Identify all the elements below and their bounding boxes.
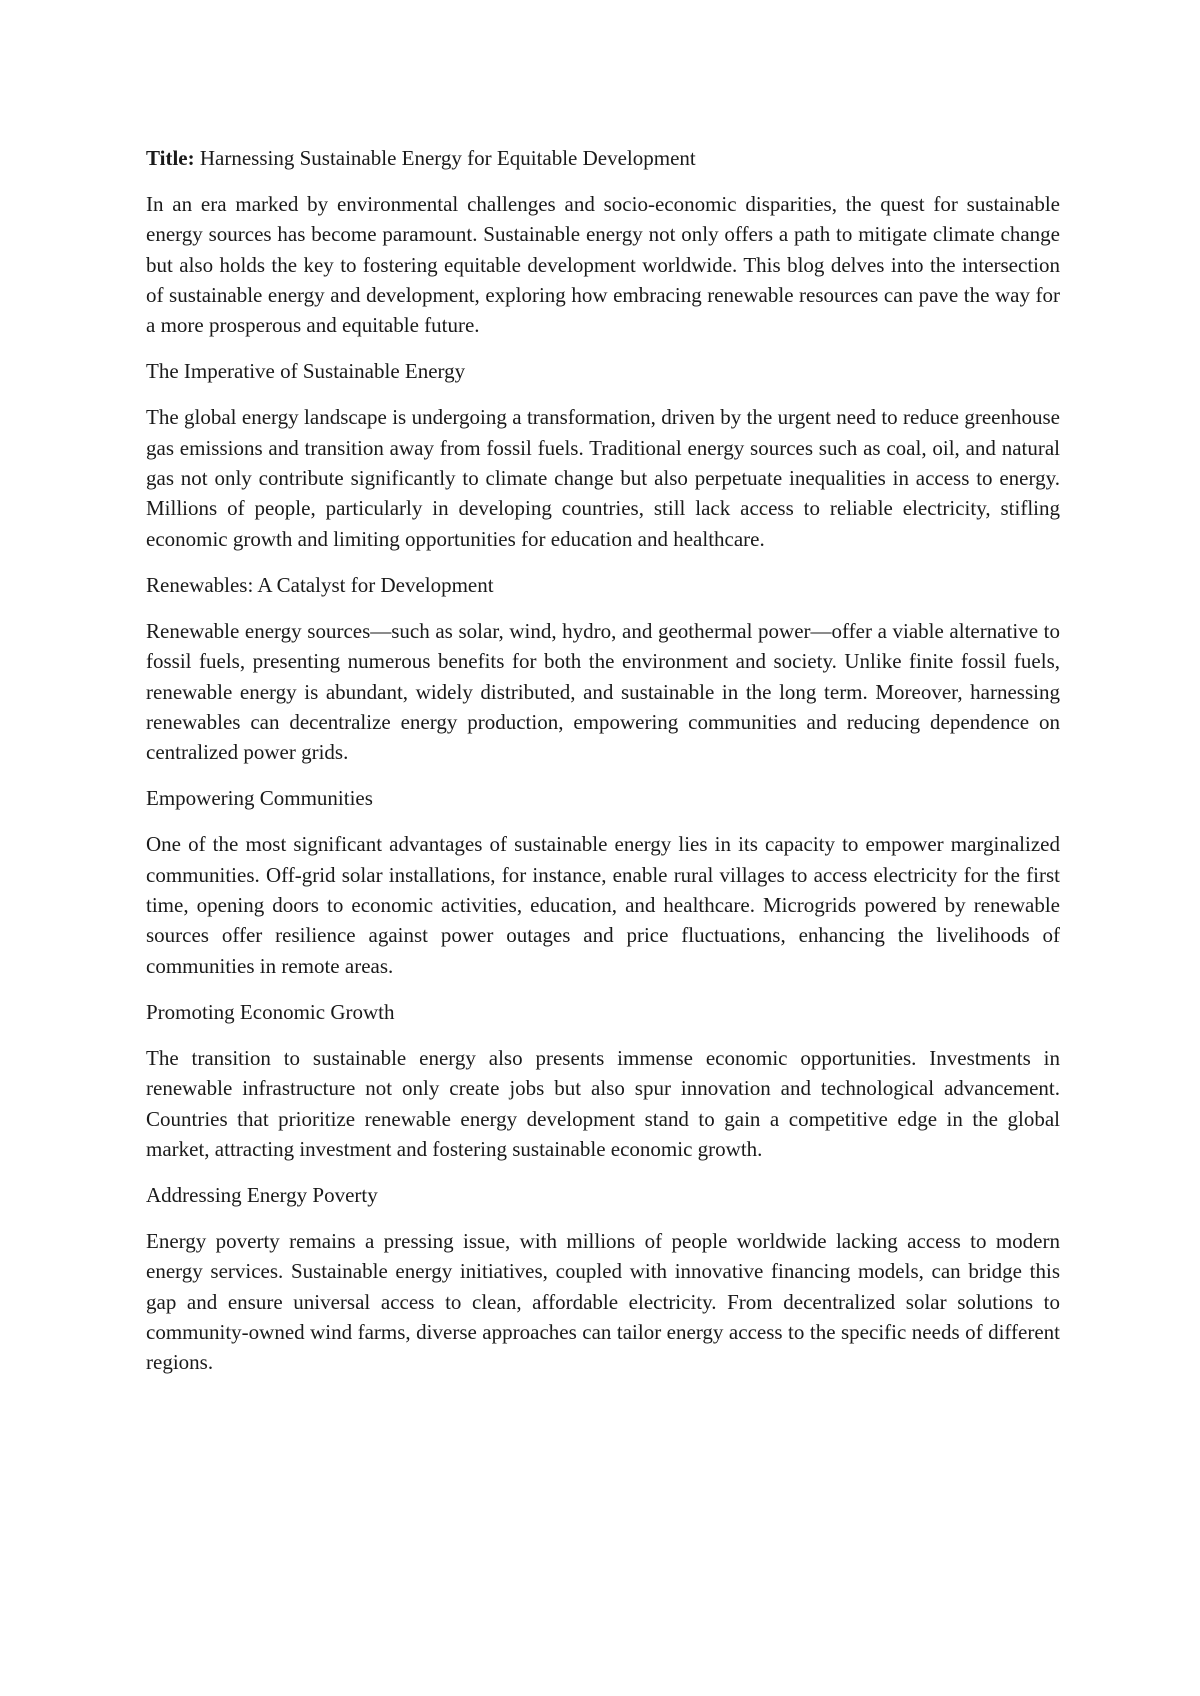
- section-heading-economic-growth: Promoting Economic Growth: [146, 999, 395, 1024]
- section-body-energy-poverty: Energy poverty remains a pressing issue, with millions of people worldwide lacking access to modern energy services. Sustainable energy initiatives, coupled with innovative financing models, can bridge this gap and ensure universal access to clean, affordable electricity. From decentralized solar solutions to community-owned wind farms, diverse approaches can tailor energy access to the specific needs of different regions.: [146, 1229, 1060, 1375]
- section-heading-renewables: Renewables: A Catalyst for Development: [146, 572, 494, 597]
- section-body-economic-growth: The transition to sustainable energy also presents immense economic opportunities. Investments in renewable infrastructure not only create jobs but also spur innovation and technological advancement. Countries that prioritize renewable energy development stand to gain a competitive edge in the global market, attracting investment and fostering sustainable economic growth.: [146, 1045, 1060, 1161]
- intro-paragraph: In an era marked by environmental challenges and socio-economic disparities, the quest for sustainable energy sources has become paramount. Sustainable energy not only offers a path to mitigate climate change but also holds the key to fostering equitable development worldwide. This blog delves into the intersection of sustainable energy and development, exploring how embracing renewable resources can pave the way for a more prosperous and equitable future.: [146, 192, 1060, 338]
- title-label: Title:: [146, 146, 195, 170]
- section-body-communities: One of the most significant advantages of sustainable energy lies in its capacity to empower marginalized communities. Off-grid solar installations, for instance, enable rural villages to access electricity for the first time, opening doors to economic activities, education, and healthcare. Microgrids powered by renewable sources offer resilience against power outages and price fluctuations, enhancing the livelihoods of communities in remote areas.: [146, 832, 1060, 978]
- document-page: [146, 143, 1060, 1394]
- document-title: [146, 143, 1060, 173]
- section-body-renewables: Renewable energy sources—such as solar, wind, hydro, and geothermal power—offer a viable alternative to fossil fuels, presenting numerous benefits for both the environment and society. Unlike finite fossil fuels, renewable energy is abundant, widely distributed, and sustainable in the long term. Moreover, harnessing renewables can decentralize energy production, empowering communities and reducing dependence on centralized power grids.: [146, 618, 1060, 765]
- title-text: Harnessing Sustainable Energy for Equitable Development: [199, 146, 696, 170]
- section-heading-communities: Empowering Communities: [146, 786, 373, 811]
- section-body-imperative: The global energy landscape is undergoing a transformation, driven by the urgent need to reduce greenhouse gas emissions and transition away from fossil fuels. Traditional energy sources such as coal, oil, and natural gas not only contribute significantly to climate change but also perpetuate inequalities in access to energy. Millions of people, particularly in developing countries, still lack access to reliable electricity, stifling economic growth and limiting opportunities for education and healthcare.: [146, 405, 1060, 551]
- section-heading-imperative: The Imperative of Sustainable Energy: [146, 359, 466, 384]
- section-heading-energy-poverty: Addressing Energy Poverty: [146, 1183, 378, 1208]
